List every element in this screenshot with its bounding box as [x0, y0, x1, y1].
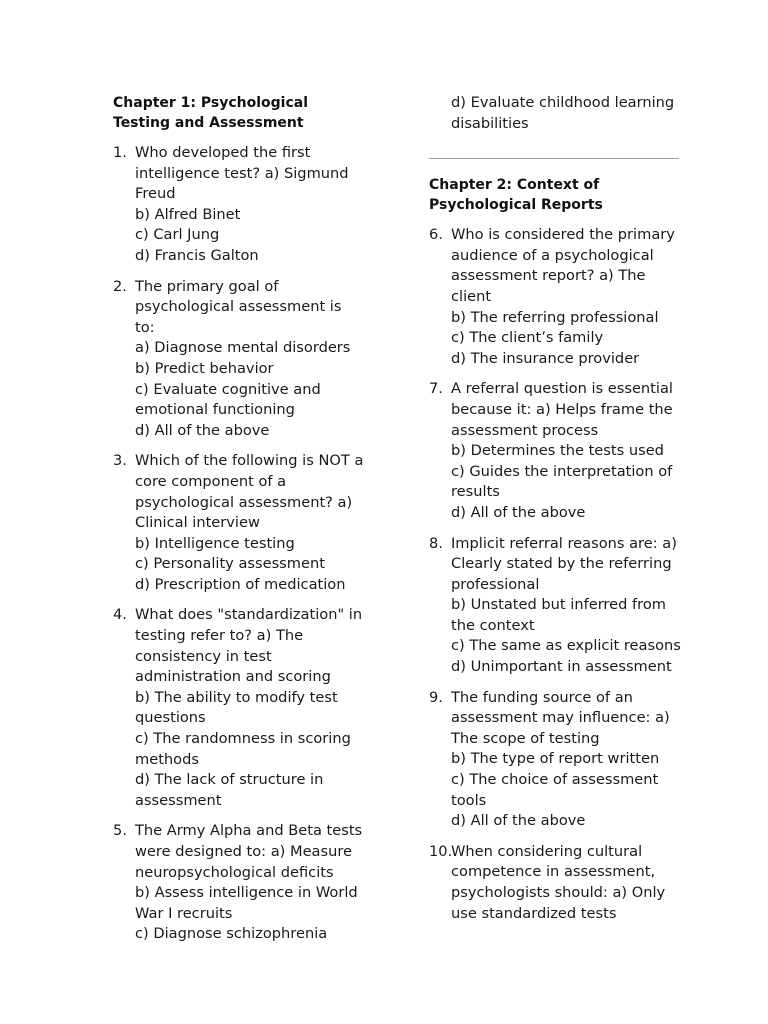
answer-option: d) The insurance provider — [451, 349, 640, 367]
chapter-1-question-list — [113, 143, 365, 945]
question-text: The Army Alpha and Beta tests were designed to: a) Measure neuropsychological deficits — [135, 822, 363, 881]
answer-option: b) The referring professional — [451, 308, 659, 326]
answer-option: b) Unstated but inferred from the context — [451, 596, 666, 634]
question-4 — [113, 605, 365, 811]
question-5-continued-option: d) Evaluate childhood learning disabilities — [451, 94, 675, 132]
question-10 — [429, 842, 681, 924]
answer-option: d) Unimportant in assessment — [451, 658, 672, 676]
answer-option: b) The ability to modify test questions — [135, 688, 338, 727]
question-text: Who developed the first intelligence test? a) Sigmund Freud — [135, 144, 349, 203]
right-column — [429, 93, 681, 934]
question-number: 5. — [113, 822, 127, 840]
left-column — [113, 93, 365, 955]
question-text: The primary goal of psychological assessment is to: — [135, 277, 342, 336]
question-number: 9. — [429, 688, 443, 706]
answer-option: b) Alfred Binet — [135, 205, 241, 223]
answer-option: c) The randomness in scoring methods — [135, 730, 351, 768]
question-text: What does "standardization" in testing refer to? a) The consistency in test administration and scoring — [135, 606, 363, 686]
question-number: 7. — [429, 380, 443, 398]
answer-option: b) Assess intelligence in World War I recruits — [135, 884, 358, 922]
question-1 — [113, 143, 365, 267]
question-6 — [429, 225, 681, 369]
question-7 — [429, 379, 681, 523]
question-text: Which of the following is NOT a core component of a psychological assessment? a) Clinical interview — [135, 452, 364, 532]
chapter-1-title: Chapter 1: Psychological Testing and Assessment — [113, 95, 309, 131]
answer-option: d) Francis Galton — [135, 246, 259, 264]
question-text: A referral question is essential because it: a) Helps frame the assessment process — [451, 380, 673, 439]
chapter-divider — [429, 158, 679, 159]
question-number: 4. — [113, 606, 127, 624]
answer-option: c) Diagnose schizophrenia — [135, 925, 328, 943]
question-2 — [113, 277, 365, 442]
question-3 — [113, 451, 365, 595]
answer-option: c) The choice of assessment tools — [451, 771, 659, 809]
question-text: The funding source of an assessment may influence: a) The scope of testing — [451, 688, 670, 747]
answer-option: c) The same as explicit reasons — [451, 637, 681, 655]
answer-option: d) The lack of structure in assessment — [135, 771, 324, 809]
question-8 — [429, 534, 681, 678]
answer-option: c) Guides the interpretation of results — [451, 462, 673, 501]
question-number: 2. — [113, 277, 127, 295]
answer-option: b) The type of report written — [451, 750, 660, 768]
answer-option: a) Diagnose mental disorders — [135, 339, 351, 357]
chapter-2-title: Chapter 2: Context of Psychological Reports — [429, 177, 603, 214]
answer-option: c) Personality assessment — [135, 555, 325, 573]
question-number: 10. — [429, 842, 453, 860]
question-number: 1. — [113, 144, 127, 161]
answer-option: b) Predict behavior — [135, 359, 274, 377]
chapter-2-question-list — [429, 225, 681, 924]
question-number: 6. — [429, 226, 443, 244]
question-text: When considering cultural competence in assessment, psychologists should: a) Only use standardized tests — [451, 842, 666, 922]
answer-option: b) Intelligence testing — [135, 534, 295, 552]
answer-option: d) Prescription of medication — [135, 575, 346, 593]
question-9 — [429, 688, 681, 832]
answer-option: d) All of the above — [451, 812, 586, 830]
answer-option: d) All of the above — [135, 421, 270, 439]
question-number: 8. — [429, 534, 443, 552]
answer-option: c) Evaluate cognitive and emotional functioning — [135, 380, 321, 419]
answer-option: b) Determines the tests used — [451, 442, 664, 460]
question-text: Who is considered the primary audience of a psychological assessment report? a) The client — [451, 226, 675, 305]
question-number: 3. — [113, 452, 127, 470]
question-text: Implicit referral reasons are: a) Clearly stated by the referring professional — [451, 534, 677, 593]
answer-option: c) Carl Jung — [135, 226, 220, 244]
question-5 — [113, 821, 365, 945]
answer-option: c) The client’s family — [451, 329, 604, 347]
answer-option: d) All of the above — [451, 503, 586, 521]
